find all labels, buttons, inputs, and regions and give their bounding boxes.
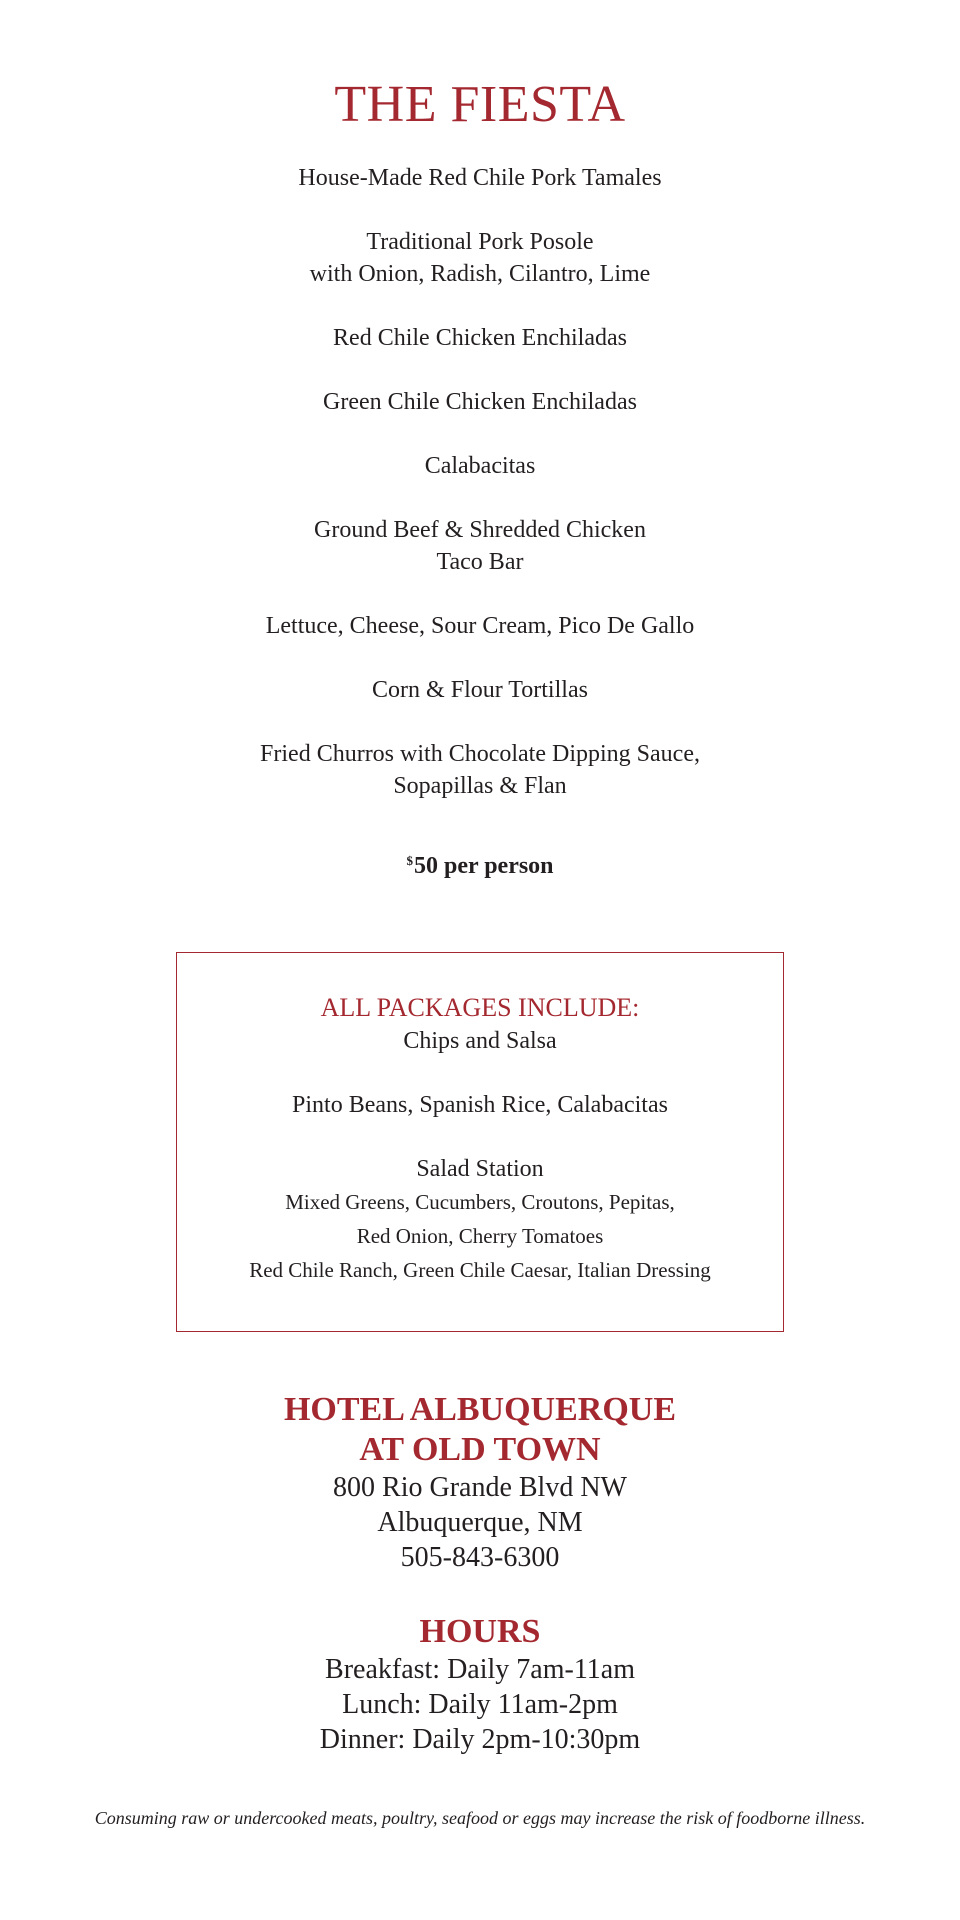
menu-item: [0, 738, 960, 802]
spacer: [177, 1121, 783, 1153]
menu-item-line: Traditional Pork Posole: [366, 229, 594, 255]
hotel-city: Albuquerque, NM: [377, 1507, 583, 1538]
menu-item-line: Sopapillas & Flan: [393, 773, 567, 799]
hours-lunch: Lunch: Daily 11am-2pm: [342, 1689, 618, 1720]
menu-item: [0, 322, 960, 354]
menu-item-line: Fried Churros with Chocolate Dipping Sauce,: [260, 741, 700, 767]
price-currency-symbol: $: [406, 853, 413, 868]
menu-item-line: Taco Bar: [436, 549, 524, 575]
menu-item: [0, 674, 960, 706]
package-chips: Chips and Salsa: [403, 1028, 557, 1054]
hours-dinner: Dinner: Daily 2pm-10:30pm: [319, 1724, 641, 1755]
menu-item-line: Corn & Flour Tortillas: [372, 677, 588, 703]
food-safety-disclaimer: Consuming raw or undercooked meats, poultry, seafood or eggs may increase the risk of foodborne illness.: [94, 1808, 866, 1828]
menu-item-line: Calabacitas: [424, 453, 536, 479]
spacer: [177, 1057, 783, 1089]
menu-item-line: Ground Beef & Shredded Chicken: [314, 517, 646, 543]
hotel-address: 800 Rio Grande Blvd NW: [333, 1472, 627, 1503]
menu-item: [0, 610, 960, 642]
menu-item: [0, 386, 960, 418]
salad-station-line: Red Onion, Cherry Tomatoes: [356, 1224, 604, 1248]
menu-item-line: Green Chile Chicken Enchiladas: [323, 389, 637, 415]
salad-station-title: Salad Station: [416, 1156, 544, 1182]
menu-item-line: House-Made Red Chile Pork Tamales: [298, 165, 662, 191]
menu-item-line: Red Chile Chicken Enchiladas: [333, 325, 627, 351]
hotel-info: [0, 1390, 960, 1575]
menu-item: [0, 162, 960, 194]
packages-box: [176, 952, 784, 1332]
price: [0, 844, 960, 883]
menu-list: [0, 162, 960, 834]
price-amount: 50 per person: [413, 853, 554, 879]
menu-item-line: Lettuce, Cheese, Sour Cream, Pico De Gallo: [265, 613, 695, 639]
salad-station-line: Mixed Greens, Cucumbers, Croutons, Pepitas,: [285, 1190, 675, 1214]
menu-item: [0, 514, 960, 578]
menu-item: [0, 226, 960, 290]
salad-station-line: Red Chile Ranch, Green Chile Caesar, Italian Dressing: [249, 1258, 711, 1282]
menu-item: [0, 450, 960, 482]
hotel-name: HOTEL ALBUQUERQUE: [283, 1391, 677, 1428]
hours-breakfast: Breakfast: Daily 7am-11am: [325, 1654, 635, 1685]
hours-section: [0, 1612, 960, 1757]
package-sides: Pinto Beans, Spanish Rice, Calabacitas: [292, 1092, 668, 1118]
menu-title: THE FIESTA: [334, 76, 626, 133]
hours-heading: HOURS: [419, 1613, 541, 1650]
hotel-phone: 505-843-6300: [400, 1542, 560, 1573]
hotel-name-subtitle: AT OLD TOWN: [359, 1431, 601, 1468]
packages-heading: ALL PACKAGES INCLUDE:: [320, 993, 640, 1022]
menu-item-line: with Onion, Radish, Cilantro, Lime: [309, 261, 651, 287]
